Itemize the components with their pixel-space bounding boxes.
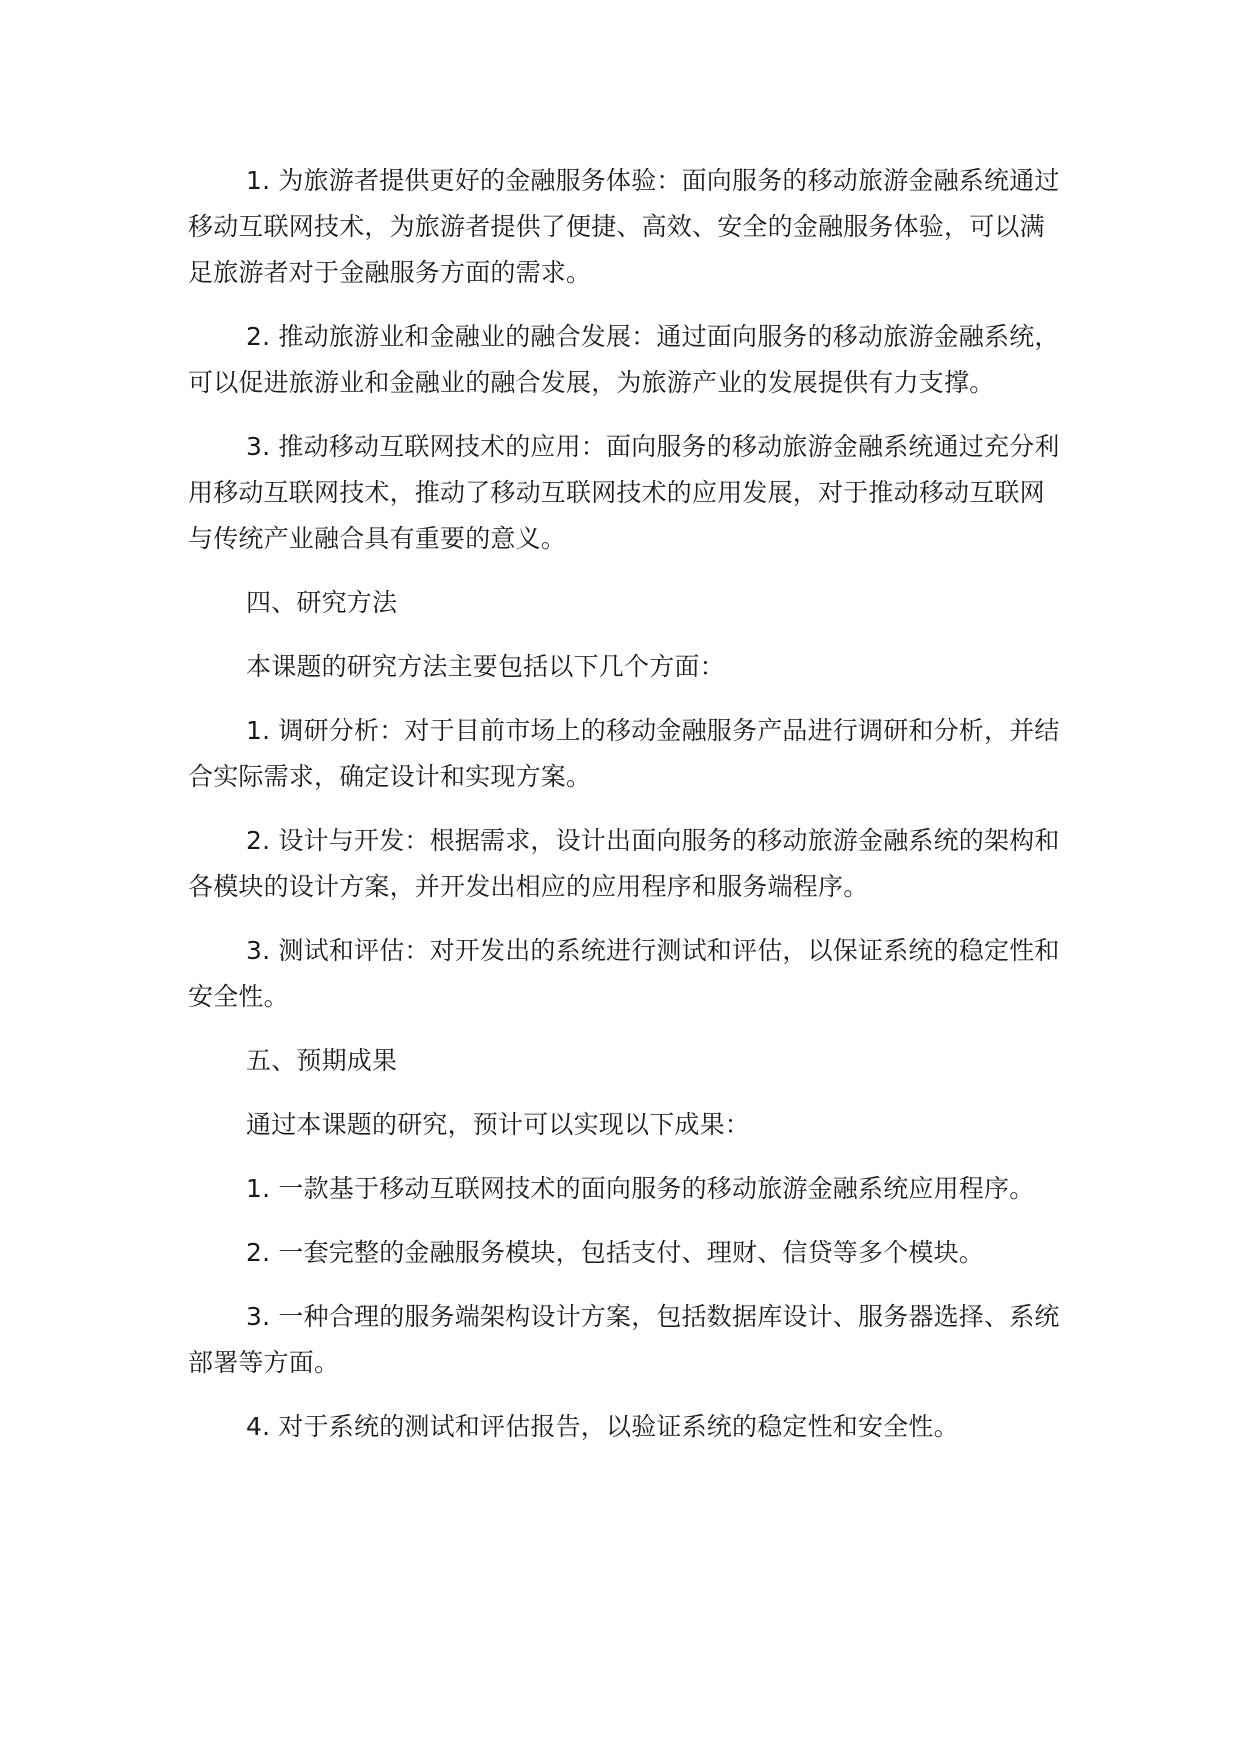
result-item-4: 4. 对于系统的测试和评估报告，以验证系统的稳定性和安全性。: [246, 1412, 959, 1441]
section-heading-expected-results: 五、预期成果: [246, 1046, 398, 1075]
benefit-item-2: 2. 推动旅游业和金融业的融合发展：通过面向服务的移动旅游金融系统，可以促进旅游业和金融业的融合发展，为旅游产业的发展提供有力支撑。: [188, 322, 1060, 397]
method-item-3: 3. 测试和评估：对开发出的系统进行测试和评估，以保证系统的稳定性和安全性。: [188, 936, 1060, 1011]
method-item-2: 2. 设计与开发：根据需求，设计出面向服务的移动旅游金融系统的架构和各模块的设计方案，并开发出相应的应用程序和服务端程序。: [188, 826, 1060, 901]
result-item-1: 1. 一款基于移动互联网技术的面向服务的移动旅游金融系统应用程序。: [246, 1174, 1035, 1203]
document-page: [188, 158, 1068, 1468]
method-item-1: 1. 调研分析：对于目前市场上的移动金融服务产品进行调研和分析，并结合实际需求，确定设计和实现方案。: [188, 716, 1060, 791]
benefit-item-3: 3. 推动移动互联网技术的应用：面向服务的移动旅游金融系统通过充分利用移动互联网技术，推动了移动互联网技术的应用发展，对于推动移动互联网与传统产业融合具有重要的意义。: [188, 432, 1060, 553]
benefit-item-1: 1. 为旅游者提供更好的金融服务体验：面向服务的移动旅游金融系统通过移动互联网技术，为旅游者提供了便捷、高效、安全的金融服务体验，可以满足旅游者对于金融服务方面的需求。: [188, 166, 1060, 287]
result-item-2: 2. 一套完整的金融服务模块，包括支付、理财、信贷等多个模块。: [246, 1238, 985, 1267]
results-intro: 通过本课题的研究，预计可以实现以下成果：: [246, 1110, 751, 1139]
result-item-3: 3. 一种合理的服务端架构设计方案，包括数据库设计、服务器选择、系统部署等方面。: [188, 1302, 1060, 1377]
section-heading-research-methods: 四、研究方法: [246, 588, 398, 617]
methods-intro: 本课题的研究方法主要包括以下几个方面：: [246, 652, 725, 681]
